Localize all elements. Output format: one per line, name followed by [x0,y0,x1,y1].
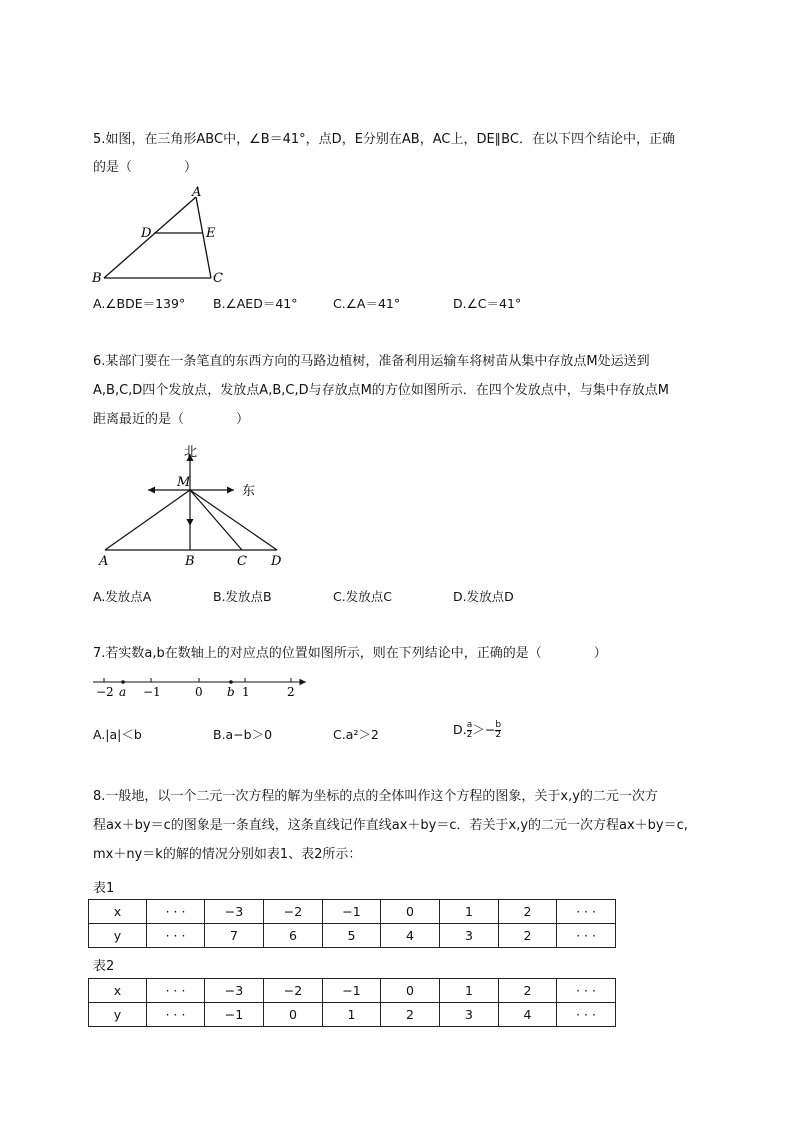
table-cell: 0 [381,900,440,924]
q5-option-a: A.∠BDE＝139° [93,296,186,311]
q5-line1: 5.如图，在三角形ABC中，∠B＝41°，点D，E分别在AB，AC上，DE∥BC．在以下四个结论中，正确 [93,132,675,147]
table-cell: 2 [381,1003,440,1027]
q6-option-b: B.发放点B [213,589,272,604]
label-a: A [99,554,109,569]
label-e: E [206,226,216,241]
fraction-b-over-2: $\frac{b}{2}$ [495,720,502,740]
option-d-prefix: D. [453,722,467,737]
q5-triangle-figure [88,182,238,292]
label-c: C [237,554,247,569]
table-cell: 4 [381,924,440,948]
point-b [229,680,233,684]
table-row [89,1003,616,1027]
q7-text: 7.若实数a,b在数轴上的对应点的位置如图所示，则在下列结论中，正确的是（ ） [93,646,607,661]
tick-label-b: b [227,685,235,699]
table-cell: · · · [557,900,616,924]
table-cell: 1 [323,1003,381,1027]
label-a: A [192,185,202,200]
table-cell: x [89,979,147,1003]
table-cell: · · · [557,979,616,1003]
label-north: 北 [184,445,198,460]
q5-option-b: B.∠AED＝41° [213,296,298,311]
fraction-a-over-2: $\frac{a}{2}$ [466,720,473,740]
table-cell: 4 [499,1003,557,1027]
tick-label: −2 [96,685,114,699]
q5-line2: 的是（ ） [93,160,198,175]
option-d-compare: ＞− [472,722,496,737]
q8-line2: 程ax＋by＝c的图象是一条直线，这条直线记作直线ax＋by＝c．若关于x,y的二元一次方程ax＋by＝c, [93,818,688,833]
table-cell: 3 [440,924,499,948]
table-cell: 3 [440,1003,499,1027]
label-b: B [185,554,195,569]
table-cell: 2 [499,979,557,1003]
q7-option-b: B.a−b＞0 [213,727,273,742]
table-cell: 7 [205,924,264,948]
q7-number-line [88,672,318,700]
table-cell: −1 [323,900,381,924]
table-cell: 1 [440,900,499,924]
table-cell: y [89,924,147,948]
table-cell: −2 [264,900,323,924]
q6-line2: A,B,C,D四个发放点，发放点A,B,C,D与存放点M的方位如图所示．在四个发放点中，与集中存放点M [93,383,670,398]
table-cell: −2 [264,979,323,1003]
label-d: D [141,226,152,241]
q6-line3: 距离最近的是（ ） [93,412,250,427]
table-cell: 2 [499,924,557,948]
q6-option-c: C.发放点C [333,589,392,604]
table-row [89,900,616,924]
q5-option-c: C.∠A＝41° [333,296,401,311]
table-cell: 6 [264,924,323,948]
table-cell: 1 [440,979,499,1003]
q6-direction-figure [90,438,300,573]
label-b: B [92,271,102,286]
table-cell: · · · [147,979,205,1003]
table-cell: y [89,1003,147,1027]
table-row [89,979,616,1003]
tick-label: 0 [195,685,203,699]
tick-label: 1 [242,685,250,699]
tick-label: 2 [287,685,295,699]
q8-line3: mx＋ny＝k的解的情况分别如表1、表2所示： [93,847,362,862]
table-cell: 0 [264,1003,323,1027]
label-d: D [271,554,282,569]
q6-option-d: D.发放点D [453,589,514,604]
q7-option-d [453,720,501,740]
table-cell: · · · [147,924,205,948]
table-cell: −3 [205,979,264,1003]
tick-label: −1 [143,685,161,699]
label-c: C [213,271,223,286]
table-cell: · · · [557,1003,616,1027]
table2 [88,978,616,1027]
point-a [121,680,125,684]
label-east: 东 [242,484,256,499]
table-cell: x [89,900,147,924]
q7-option-a: A.|a|＜b [93,727,142,742]
table-cell: −3 [205,900,264,924]
q8-line1: 8.一般地，以一个二元一次方程的解为坐标的点的全体叫作这个方程的图象，关于x,y的二元一次方 [93,789,658,804]
table-cell: · · · [147,1003,205,1027]
q7-option-c: C.a²＞2 [333,727,379,742]
table-cell: −1 [205,1003,264,1027]
table-cell: 0 [381,979,440,1003]
label-m: M [177,475,191,490]
table-cell: · · · [557,924,616,948]
table2-label: 表2 [93,959,115,974]
q6-line1: 6.某部门要在一条笔直的东西方向的马路边植树，准备利用运输车将树苗从集中存放点M处运送到 [93,354,650,369]
q6-option-a: A.发放点A [93,589,152,604]
table-cell: −1 [323,979,381,1003]
table-cell: 2 [499,900,557,924]
q5-option-d: D.∠C＝41° [453,296,522,311]
table1-label: 表1 [93,881,115,896]
table1 [88,899,616,948]
table-cell: · · · [147,900,205,924]
table-row [89,924,616,948]
table-cell: 5 [323,924,381,948]
tick-label-a: a [119,685,127,699]
